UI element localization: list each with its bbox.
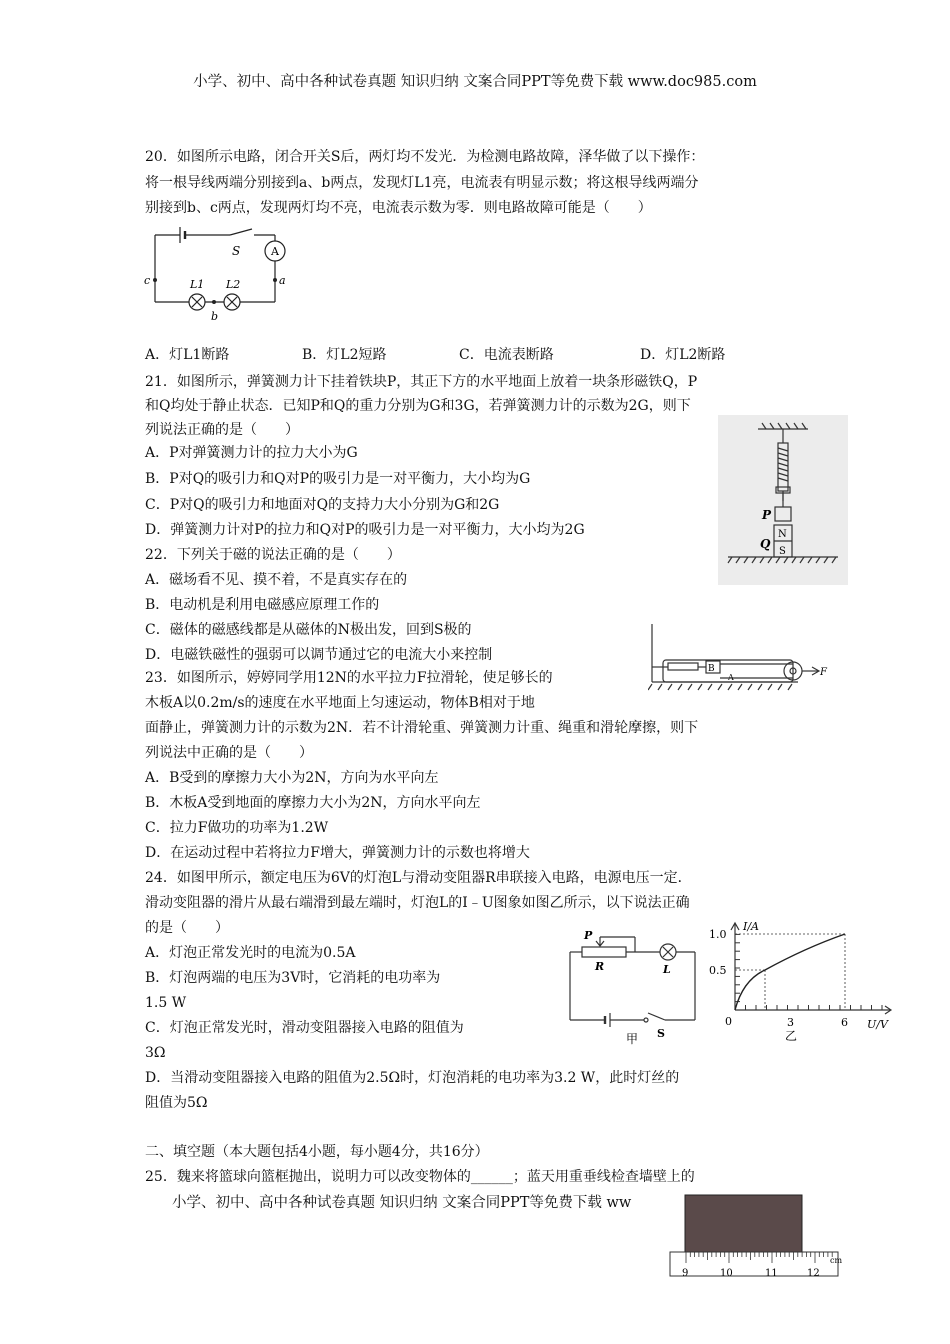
ruler-label-9: 9: [682, 1268, 689, 1279]
q25-line-1: 25．魏来将篮球向篮框抛出，说明力可以改变物体的______；蓝天用重垂线检查墙壁上的: [145, 1169, 695, 1185]
q24-line-1: 24．如图甲所示，额定电压为6V的灯泡L与滑动变阻器R串联接入电路，电源电压一定．: [145, 870, 692, 886]
q24-option-b: B．灯泡两端的电压为3V时，它消耗的电功率为: [145, 970, 441, 986]
graph-xtick-3: 3: [787, 1016, 794, 1029]
q21-option-d: D．弹簧测力计对P的拉力和Q对P的吸引力是一对平衡力，大小均为2G: [145, 522, 585, 538]
q20-label-l2: L2: [226, 278, 241, 291]
q20-option-c: C．电流表断路: [459, 347, 554, 363]
q23-option-a: A．B受到的摩擦力大小为2N，方向为水平向左: [145, 770, 439, 786]
q20-label-l1: L1: [190, 278, 205, 291]
q23-option-d: D．在运动过程中若将拉力F增大，弹簧测力计的示数也将增大: [145, 845, 530, 861]
q21-option-b: B．P对Q的吸引力和Q对P的吸引力是一对平衡力，大小均为G: [145, 471, 531, 487]
q23-line-4: 列说法中正确的是（ ）: [145, 745, 313, 761]
q24-option-c: C．灯泡正常发光时，滑动变阻器接入电路的阻值为: [145, 1020, 464, 1036]
ruler-unit: cm: [830, 1256, 843, 1265]
q24-option-a: A．灯泡正常发光时的电流为0.5A: [145, 945, 356, 961]
q21-label-q: Q: [760, 537, 771, 551]
q24-iu-graph: [705, 918, 905, 1043]
graph-ylabel: I/A: [743, 920, 759, 933]
q23-label-f: F: [820, 667, 827, 678]
q22-option-b: B．电动机是利用电磁感应原理工作的: [145, 597, 380, 613]
q24-option-d: D．当滑动变阻器接入电路的阻值为2.5Ω时，灯泡消耗的电功率为3.2 W，此时灯丝的: [145, 1070, 680, 1086]
q20-option-b: B．灯L2短路: [302, 347, 387, 363]
q24-line-2: 滑动变阻器的滑片从最右端滑到最左端时，灯泡L的I﹣U图象如图乙所示，以下说法正确: [145, 895, 690, 911]
q24-label-p: P: [584, 929, 593, 942]
q21-label-p: P: [762, 508, 772, 522]
q24-option-b-cont: 1.5 W: [145, 995, 187, 1011]
measured-block: [685, 1195, 802, 1252]
q20-label-ammeter: A: [271, 245, 279, 258]
q24-label-s: S: [657, 1027, 665, 1040]
q20-label-switch: S: [232, 244, 241, 258]
q22-option-a: A．磁场看不见、摸不着，不是真实存在的: [145, 572, 408, 588]
q21-line-3: 列说法正确的是（ ）: [145, 422, 299, 438]
q22-line-1: 22．下列关于磁的说法正确的是（ ）: [145, 547, 401, 563]
q23-option-c: C．拉力F做功的功率为1.2W: [145, 820, 329, 836]
graph-ytick-0-5: 0.5: [709, 964, 727, 977]
q20-circuit-figure: [140, 225, 290, 325]
page-header: 小学、初中、高中各种试卷真题 知识归纳 文案合同PPT等免费下载 www.doc985.com: [193, 74, 757, 90]
q24-option-d-cont: 阻值为5Ω: [145, 1095, 208, 1111]
q21-spring-magnet-figure: [718, 415, 848, 585]
q24-label-r: R: [595, 960, 605, 973]
q20-label-b: b: [211, 310, 219, 323]
section2-title: 二、填空题（本大题包括4小题，每小题4分，共16分）: [145, 1144, 489, 1160]
q23-line-1: 23．如图所示，婷婷同学用12N的水平拉力F拉滑轮，使足够长的: [145, 670, 553, 686]
q24-caption-jia: 甲: [626, 1032, 639, 1045]
q24-label-l: L: [663, 963, 671, 976]
ruler-label-12: 12: [807, 1268, 820, 1279]
q21-option-c: C．P对Q的吸引力和地面对Q的支持力大小分别为G和2G: [145, 497, 500, 513]
q24-option-c-cont: 3Ω: [145, 1045, 166, 1061]
q20-label-c: c: [144, 274, 151, 287]
q20-label-a: a: [279, 274, 286, 287]
q21-option-a: A．P对弹簧测力计的拉力大小为G: [145, 445, 358, 461]
q21-label-s: S: [779, 546, 786, 557]
q22-option-c: C．磁体的磁感线都是从磁体的N极出发，回到S极的: [145, 622, 472, 638]
iu-curve: [735, 934, 845, 1010]
q21-label-n: N: [778, 529, 787, 540]
q22-option-d: D．电磁铁磁性的强弱可以调节通过它的电流大小来控制: [145, 647, 493, 663]
q24-line-3: 的是（ ）: [145, 920, 229, 936]
q23-label-b: B: [708, 664, 715, 674]
q24-caption-yi: 乙: [785, 1029, 798, 1043]
graph-xtick-0: 0: [725, 1015, 732, 1028]
page-footer: 小学、初中、高中各种试卷真题 知识归纳 文案合同PPT等免费下载 ww: [172, 1195, 632, 1211]
q20-option-d: D．灯L2断路: [640, 347, 726, 363]
q20-line-2: 将一根导线两端分别接到a、b两点，发现灯L1亮，电流表有明显示数；将这根导线两端分: [145, 175, 699, 191]
q21-line-1: 21．如图所示，弹簧测力计下挂着铁块P，其正下方的水平地面上放着一块条形磁铁Q，P: [145, 374, 698, 390]
graph-xlabel: U/V: [867, 1018, 888, 1031]
ruler-label-11: 11: [765, 1268, 778, 1279]
ruler-label-10: 10: [720, 1268, 733, 1279]
q23-line-3: 面静止，弹簧测力计的示数为2N．若不计滑轮重、弹簧测力计重、绳重和滑轮摩擦，则下: [145, 720, 699, 736]
q20-option-a: A．灯L1断路: [145, 347, 230, 363]
q23-line-2: 木板A以0.2m/s的速度在水平地面上匀速运动，物体B相对于地: [145, 695, 535, 711]
q23-option-b: B．木板A受到地面的摩擦力大小为2N，方向水平向左: [145, 795, 481, 811]
q21-line-2: 和Q均处于静止状态．已知P和Q的重力分别为G和3G，若弹簧测力计的示数为2G，则下: [145, 398, 691, 414]
q24-circuit-figure: [560, 925, 710, 1045]
q20-line-3: 别接到b、c两点，发现两灯均不亮，电流表示数为零．则电路故障可能是（ ）: [145, 200, 652, 216]
q20-line-1: 20．如图所示电路，闭合开关S后，两灯均不发光．为检测电路故障，泽华做了以下操作：: [145, 149, 705, 165]
graph-xtick-6: 6: [841, 1016, 848, 1029]
graph-ytick-1-0: 1.0: [709, 928, 727, 941]
q23-pulley-figure: [648, 622, 828, 692]
ruler-figure: [668, 1192, 850, 1284]
q23-label-a: A: [728, 673, 734, 682]
